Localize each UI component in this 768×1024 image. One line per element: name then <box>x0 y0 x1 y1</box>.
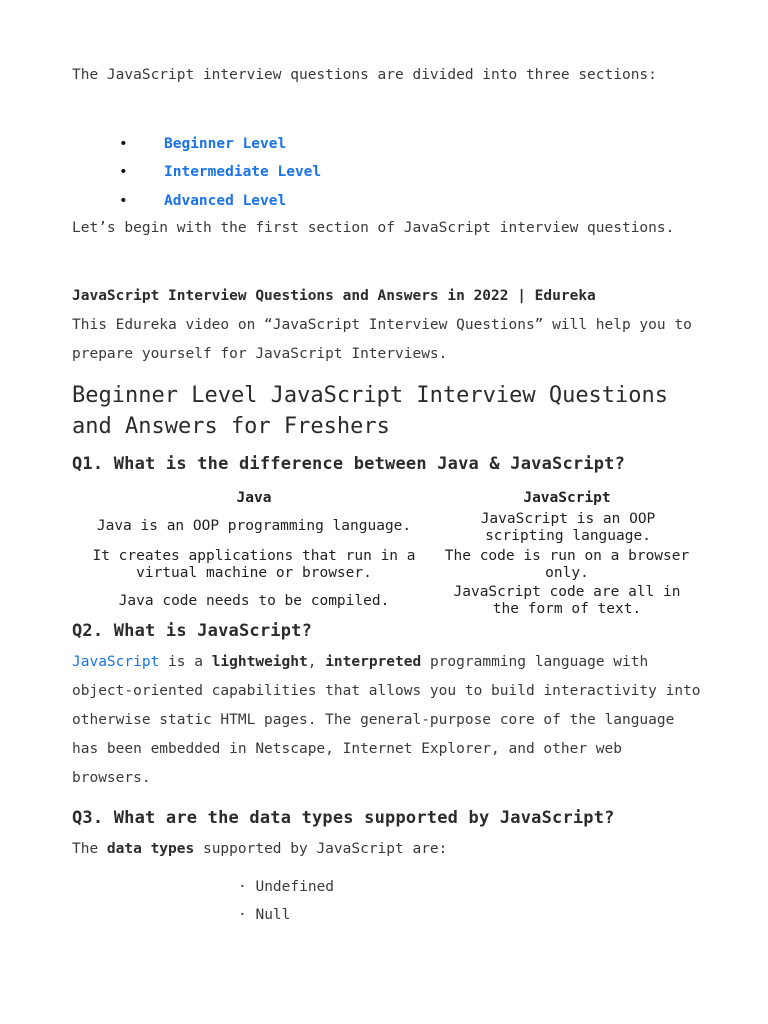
table-header-java: Java <box>236 490 272 506</box>
intro-text: The JavaScript interview questions are divided into three sections: <box>72 67 657 83</box>
data-type-item: · Undefined <box>238 879 335 895</box>
data-type-item: · Null <box>238 907 291 923</box>
table-cell: Java code needs to be compiled. <box>118 593 390 609</box>
table-header-javascript: JavaScript <box>523 490 611 506</box>
list-item <box>119 134 286 154</box>
q2-heading: Q2. What is JavaScript? <box>72 621 313 641</box>
beginner-level-link[interactable]: Beginner Level <box>164 136 287 152</box>
bullet-icon: • <box>119 193 128 209</box>
table-cell: JavaScript code are all in the form of text. <box>453 584 681 617</box>
begin-text: Let’s begin with the first section of JavaScript interview questions. <box>72 220 675 236</box>
table-cell: It creates applications that run in a virtual machine or browser. <box>92 548 416 581</box>
q1-heading: Q1. What is the difference between Java & JavaScript? <box>72 454 626 474</box>
q3-answer: The data types supported by JavaScript are: <box>72 841 448 857</box>
list-item <box>119 191 286 211</box>
q2-answer: JavaScript is a lightweight, interpreted programming language with object-oriented capabilities that allows you to build interactivity into otherwise static HTML pages. The general-purpose core of the language has been embedded in Netscape, Internet Explorer, and other web browsers. <box>72 654 701 786</box>
advanced-level-link[interactable]: Advanced Level <box>164 193 287 209</box>
table-cell: Java is an OOP programming language. <box>96 518 412 534</box>
bullet-icon: • <box>119 164 128 180</box>
video-title: JavaScript Interview Questions and Answers in 2022 | Edureka <box>72 288 596 304</box>
javascript-link[interactable]: JavaScript <box>72 654 160 670</box>
video-description: This Edureka video on “JavaScript Interview Questions” will help you to prepare yourself for JavaScript Interviews. <box>72 317 692 362</box>
table-cell: JavaScript is an OOP scripting language. <box>480 511 656 544</box>
table-cell: The code is run on a browser only. <box>444 548 690 581</box>
q3-heading: Q3. What are the data types supported by JavaScript? <box>72 808 615 828</box>
intermediate-level-link[interactable]: Intermediate Level <box>164 164 322 180</box>
list-item <box>119 162 321 182</box>
section-heading: Beginner Level JavaScript Interview Questions and Answers for Freshers <box>72 383 669 439</box>
bullet-icon: • <box>119 136 128 152</box>
